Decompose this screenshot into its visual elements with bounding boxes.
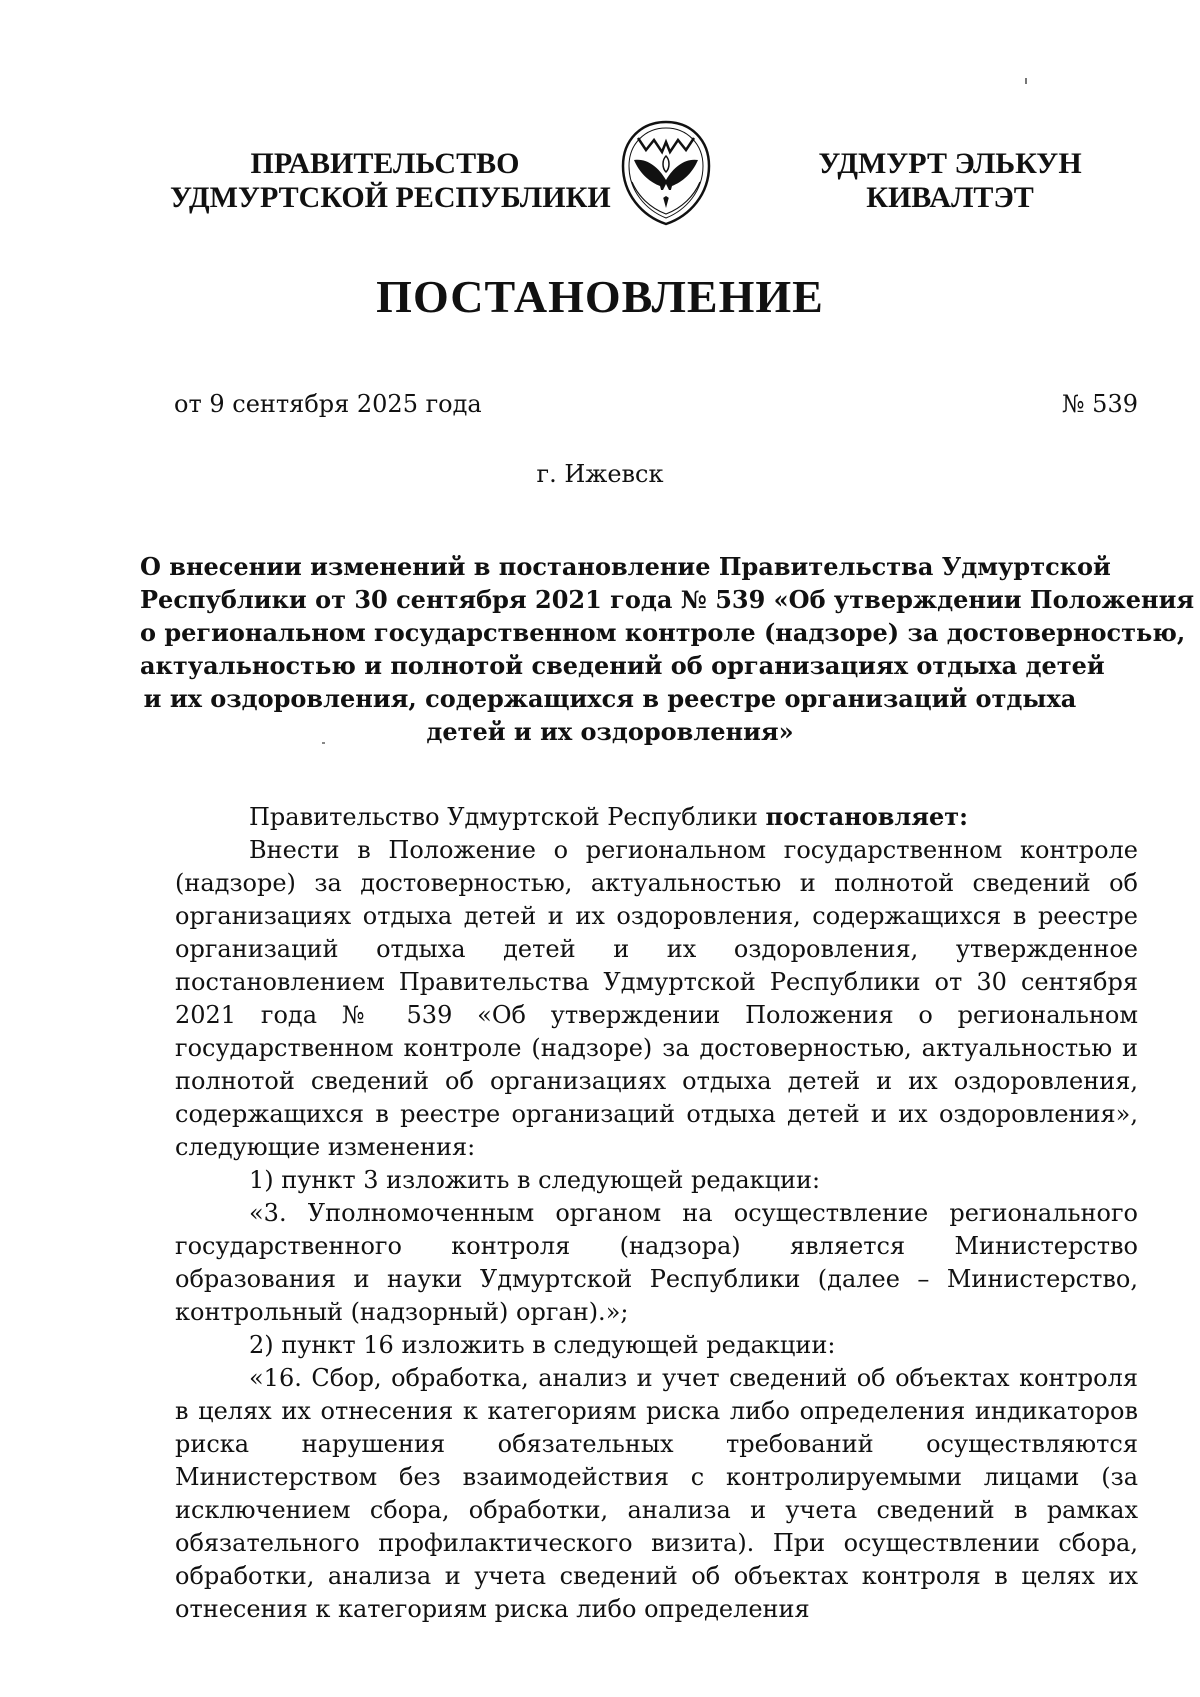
document-title-line: о региональном государственном контроле (надзоре) за достоверностью, bbox=[140, 618, 1186, 647]
body-paragraph: 1) пункт 3 изложить в следующей редакции: bbox=[249, 1166, 821, 1194]
body-paragraph: «3. Уполномоченным органом на осуществление регионального государственного контроля (надзора) является Министерство образования и науки Удмуртской Республики (далее – Министерство, контрольный (надзорный) орган).»; bbox=[175, 1199, 1138, 1326]
document-date: от 9 сентября 2025 года bbox=[174, 390, 482, 418]
government-name-russian bbox=[170, 147, 611, 215]
government-name-line: КИВАЛТЭТ bbox=[866, 181, 1034, 214]
body-paragraph: Внести в Положение о региональном государственном контроле (надзоре) за достоверностью, актуальностью и полнотой сведений об организациях отдыха детей и их оздоровления, содержащихся в реестре организаций отдыха детей и их оздоровления, утвержденное постановлением Правительства Удмуртской Республики от 30 сентября 2021 года № 539 «Об утверждении Положения о региональном государственном контроле (надзоре) за достоверностью, актуальностью и полнотой сведений об организациях отдыха детей и их оздоровления, содержащихся в реестре организаций отдыха детей и их оздоровления», следующие изменения: bbox=[175, 836, 1138, 1161]
document-city: г. Ижевск bbox=[536, 460, 664, 488]
body-lead-bold: постановляет: bbox=[765, 802, 969, 831]
document-body bbox=[175, 800, 1138, 1626]
government-name-line: УДМУРТСКОЙ РЕСПУБЛИКИ bbox=[170, 181, 611, 214]
body-lead-text: Правительство Удмуртской Республики bbox=[249, 803, 766, 831]
document-title-line: и их оздоровления, содержащихся в реестре организаций отдыха bbox=[143, 684, 1077, 713]
body-paragraph: 2) пункт 16 изложить в следующей редакции: bbox=[249, 1331, 836, 1359]
body-paragraph: «16. Сбор, обработка, анализ и учет сведений об объектах контроля в целях их отнесения к категориям риска либо определения индикаторов риска нарушения обязательных требований осуществляются Министерством без взаимодействия с контролируемыми лицами (за исключением сбора, обработки, анализа и учета сведений в рамках обязательного профилактического визита). При осуществлении сбора, обработки, анализа и учета сведений об объектах контроля в целях их отнесения к категориям риска либо определения bbox=[175, 1364, 1138, 1623]
government-name-line: ПРАВИТЕЛЬСТВО bbox=[250, 147, 520, 180]
document-title-line: актуальностью и полнотой сведений об организациях отдыха детей bbox=[140, 651, 1105, 680]
document-title-line: О внесении изменений в постановление Правительства Удмуртской bbox=[140, 552, 1111, 581]
document-title bbox=[140, 550, 1195, 748]
document-type-heading: ПОСТАНОВЛЕНИЕ bbox=[376, 271, 824, 322]
document-number: № 539 bbox=[1061, 390, 1138, 418]
government-name-line: УДМУРТ ЭЛЬКУН bbox=[818, 147, 1082, 180]
document-title-line: детей и их оздоровления» bbox=[426, 717, 794, 746]
body-lead-paragraph bbox=[175, 800, 1138, 834]
document-title-line: Республики от 30 сентября 2021 года № 539 «Об утверждении Положения bbox=[140, 585, 1195, 614]
scan-artifact bbox=[1025, 78, 1027, 84]
udmurt-coat-of-arms-icon bbox=[616, 118, 716, 228]
government-name-udmurt bbox=[795, 147, 1105, 215]
